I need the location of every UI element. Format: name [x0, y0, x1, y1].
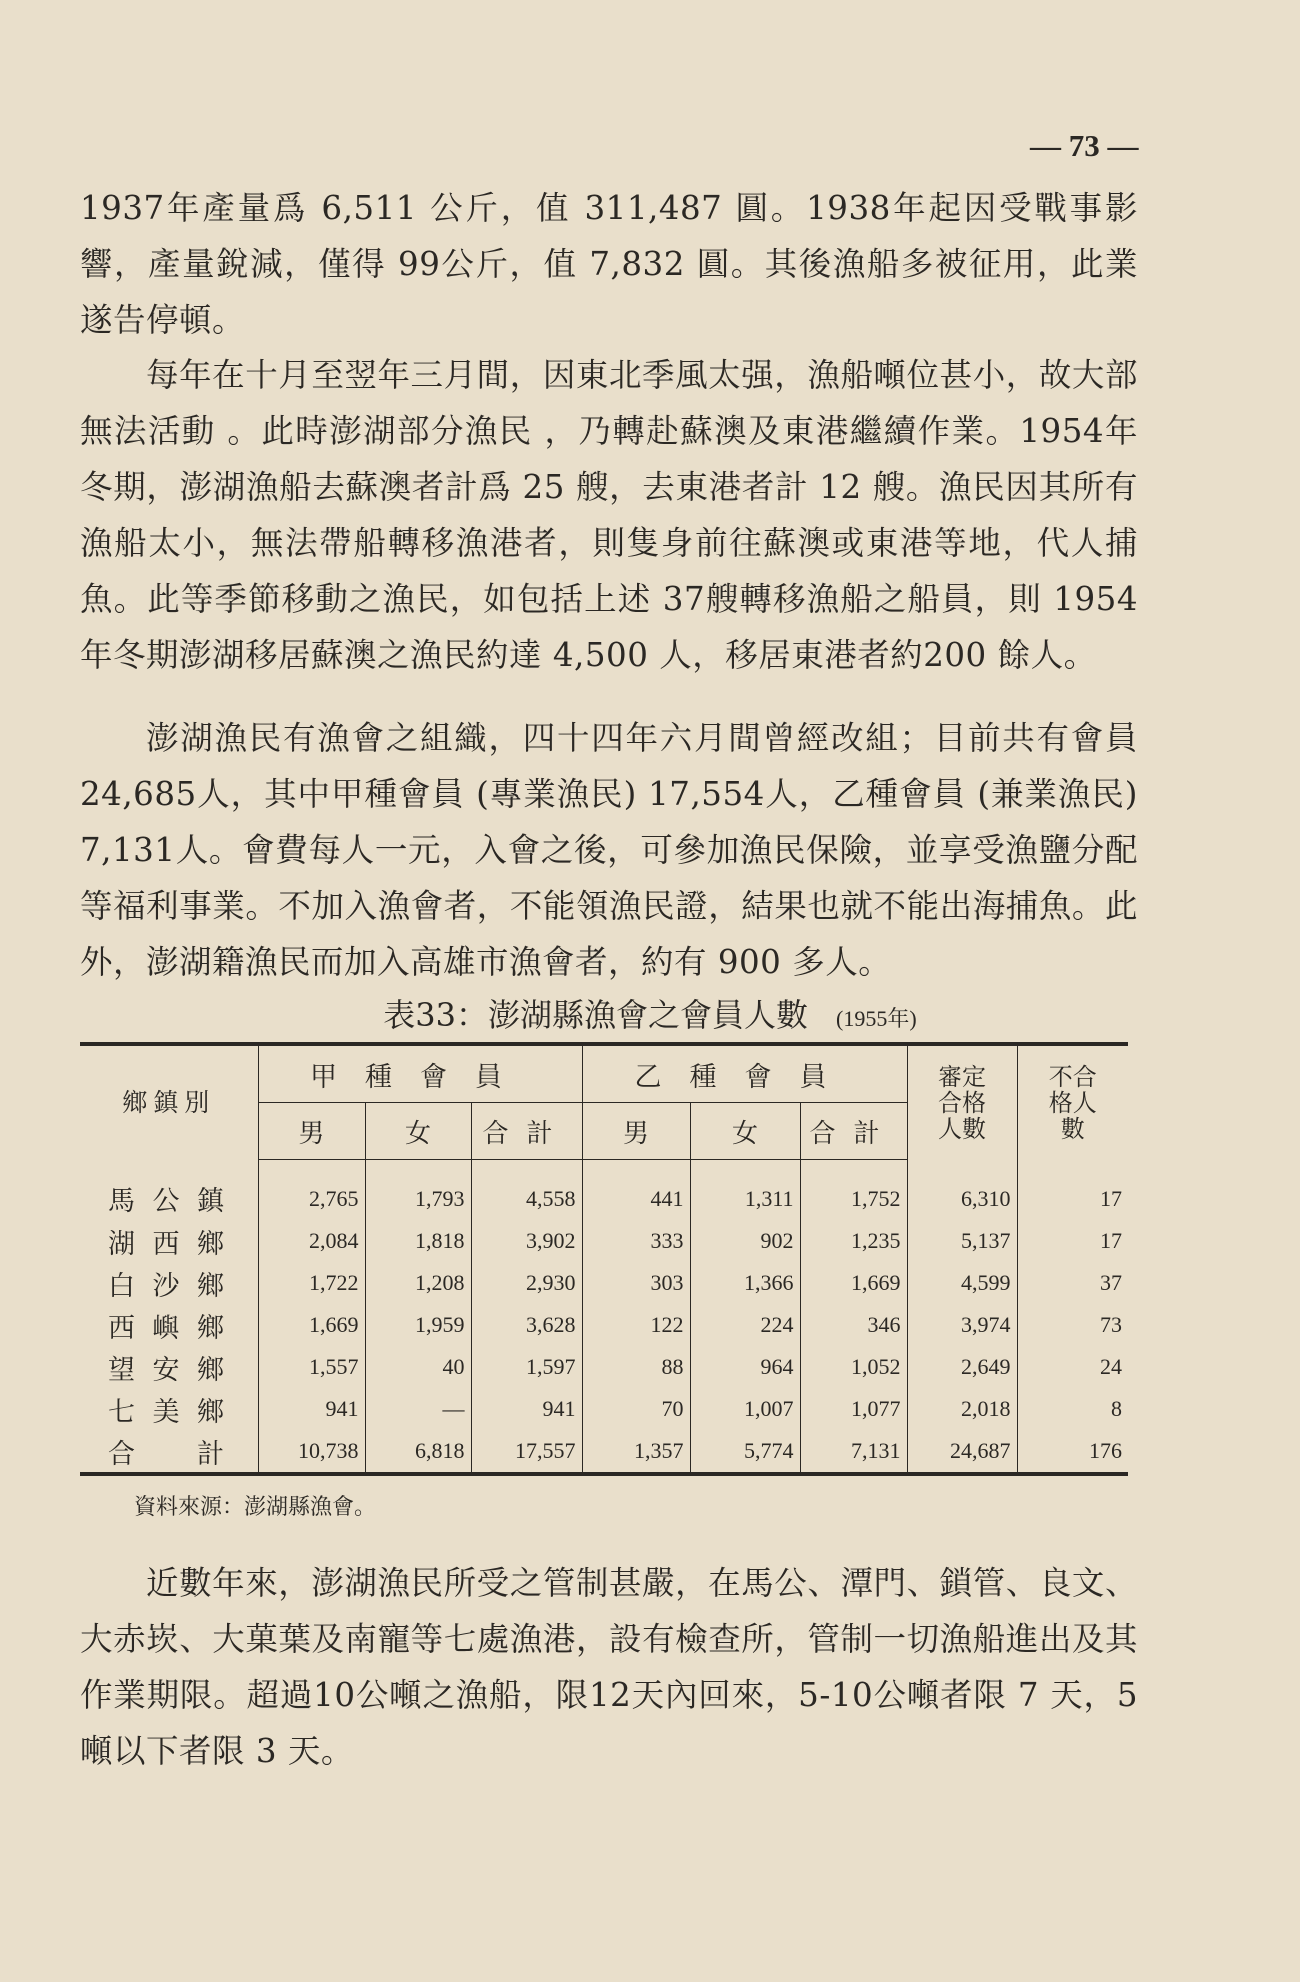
a-total-cell: 941	[471, 1388, 582, 1430]
town-cell	[80, 1430, 258, 1474]
b-male-cell: 70	[582, 1388, 690, 1430]
a-total-cell: 3,628	[471, 1304, 582, 1346]
qualified-cell: 24,687	[907, 1430, 1017, 1474]
table-row	[80, 1388, 1128, 1430]
unqualified-cell: 73	[1017, 1304, 1128, 1346]
b-female-cell: 224	[690, 1304, 800, 1346]
town-cell	[80, 1262, 258, 1304]
b-male-cell: 441	[582, 1160, 690, 1221]
header-unqualified-text: 不合格人數	[1048, 1062, 1097, 1143]
a-female-cell: 6,818	[365, 1430, 471, 1474]
a-female-cell: 1,959	[365, 1304, 471, 1346]
b-female-cell: 1,366	[690, 1262, 800, 1304]
town-cell	[80, 1346, 258, 1388]
paragraph-production: 1937年產量爲 6,511 公斤，值 311,487 圓。1938年起因受戰事影響，產量銳減，僅得 99公斤，值 7,832 圓。其後漁船多被征用，此業遂告停頓。	[80, 189, 1138, 339]
paragraph-seasonal-migration: 每年在十月至翌年三月間，因東北季風太强，漁船噸位甚小，故大部無法活動 。此時澎湖部分漁民 ，乃轉赴蘇澳及東港繼續作業。1954年冬期，澎湖漁船去蘇澳者計爲 25 艘，去東港者計 12 艘。漁民因其所有漁船太小，無法帶船轉移漁港者，則隻身前往蘇澳或東港等地，代人捕魚。此等季節移動之漁民，如包括上述 37艘轉移漁船之船員，則 1954年冬期澎湖移居蘇澳之漁民約達 4,500 人，移居東港者約200 餘人。	[80, 356, 1138, 674]
table-row-total	[80, 1430, 1128, 1474]
b-total-cell: 7,131	[800, 1430, 907, 1474]
table-row	[80, 1346, 1128, 1388]
b-male-cell: 303	[582, 1262, 690, 1304]
qualified-cell: 3,974	[907, 1304, 1017, 1346]
b-total-cell: 346	[800, 1304, 907, 1346]
town-name: 七美鄉	[108, 1396, 226, 1428]
town-name: 馬公鎮	[108, 1186, 226, 1218]
header-town: 鄉鎮別	[80, 1044, 258, 1160]
page-number: — 73 —	[1030, 128, 1139, 163]
b-female-cell: 902	[690, 1220, 800, 1262]
b-total-cell: 1,235	[800, 1220, 907, 1262]
a-female-cell: 40	[365, 1346, 471, 1388]
a-total-cell: 2,930	[471, 1262, 582, 1304]
table-title-text: 表33：澎湖縣漁會之會員人數	[383, 996, 809, 1034]
table-row	[80, 1220, 1128, 1262]
a-female-cell: 1,818	[365, 1220, 471, 1262]
header-unqualified	[1017, 1044, 1128, 1160]
town-cell	[80, 1160, 258, 1221]
membership-table	[80, 1042, 1128, 1476]
b-total-cell: 1,052	[800, 1346, 907, 1388]
a-male-cell: 1,557	[258, 1346, 365, 1388]
unqualified-cell: 176	[1017, 1430, 1128, 1474]
b-female-cell: 1,311	[690, 1160, 800, 1221]
header-qualified	[907, 1044, 1017, 1160]
a-male-cell: 2,084	[258, 1220, 365, 1262]
a-total-cell: 3,902	[471, 1220, 582, 1262]
unqualified-cell: 17	[1017, 1220, 1128, 1262]
a-total-cell: 17,557	[471, 1430, 582, 1474]
unqualified-cell: 17	[1017, 1160, 1128, 1221]
town-name: 白沙鄉	[108, 1270, 226, 1302]
qualified-cell: 4,599	[907, 1262, 1017, 1304]
header-a-subtotal: 合計	[471, 1103, 582, 1160]
a-male-cell: 941	[258, 1388, 365, 1430]
b-female-cell: 964	[690, 1346, 800, 1388]
a-male-cell: 2,765	[258, 1160, 365, 1221]
unqualified-cell: 24	[1017, 1346, 1128, 1388]
b-male-cell: 122	[582, 1304, 690, 1346]
header-a-male: 男	[258, 1103, 365, 1160]
header-group-a: 甲種會員	[258, 1044, 582, 1103]
unqualified-cell: 37	[1017, 1262, 1128, 1304]
town-name: 湖西鄉	[108, 1228, 226, 1260]
paragraph-fishermen-association: 澎湖漁民有漁會之組織，四十四年六月間曾經改組；目前共有會員 24,685人，其中甲種會員 (專業漁民) 17,554人，乙種會員 (兼業漁民) 7,131人。會費每人一元，入會之後，可參加漁民保險，並享受漁鹽分配等福利事業。不加入漁會者，不能領漁民證，結果也就不能出海捕魚。此外，澎湖籍漁民而加入高雄市漁會者，約有 900 多人。	[80, 719, 1138, 981]
header-qualified-text: 審定合格人數	[938, 1062, 986, 1143]
town-name: 合計	[108, 1438, 226, 1470]
town-cell	[80, 1304, 258, 1346]
a-male-cell: 1,722	[258, 1262, 365, 1304]
header-a-female: 女	[365, 1103, 471, 1160]
a-female-cell: 1,208	[365, 1262, 471, 1304]
b-total-cell: 1,752	[800, 1160, 907, 1221]
table-row	[80, 1304, 1128, 1346]
a-female-cell: —	[365, 1388, 471, 1430]
table-row	[80, 1160, 1128, 1221]
b-male-cell: 88	[582, 1346, 690, 1388]
b-female-cell: 1,007	[690, 1388, 800, 1430]
table-source: 資料來源：澎湖縣漁會。	[134, 1495, 377, 1520]
unqualified-cell: 8	[1017, 1388, 1128, 1430]
table-title	[0, 990, 1300, 1036]
paragraph-fishing-control: 近數年來，澎湖漁民所受之管制甚嚴，在馬公、潭門、鎖管、良文、大赤崁、大菓葉及南寵等七處漁港，設有檢查所，管制一切漁船進出及其作業期限。超過10公噸之漁船，限12天內回來，5-10公噸者限 7 天，5 噸以下者限 3 天。	[80, 1564, 1138, 1770]
a-male-cell: 10,738	[258, 1430, 365, 1474]
a-male-cell: 1,669	[258, 1304, 365, 1346]
b-total-cell: 1,077	[800, 1388, 907, 1430]
town-name: 望安鄉	[108, 1354, 226, 1386]
qualified-cell: 6,310	[907, 1160, 1017, 1221]
a-female-cell: 1,793	[365, 1160, 471, 1221]
town-cell	[80, 1220, 258, 1262]
header-b-subtotal: 合計	[800, 1103, 907, 1160]
b-male-cell: 333	[582, 1220, 690, 1262]
qualified-cell: 5,137	[907, 1220, 1017, 1262]
b-female-cell: 5,774	[690, 1430, 800, 1474]
b-male-cell: 1,357	[582, 1430, 690, 1474]
a-total-cell: 4,558	[471, 1160, 582, 1221]
b-total-cell: 1,669	[800, 1262, 907, 1304]
town-name: 西嶼鄉	[108, 1312, 226, 1344]
qualified-cell: 2,018	[907, 1388, 1017, 1430]
qualified-cell: 2,649	[907, 1346, 1017, 1388]
header-b-male: 男	[582, 1103, 690, 1160]
town-cell	[80, 1388, 258, 1430]
table-row	[80, 1262, 1128, 1304]
header-group-b: 乙種會員	[582, 1044, 907, 1103]
header-b-female: 女	[690, 1103, 800, 1160]
a-total-cell: 1,597	[471, 1346, 582, 1388]
table-year: (1955年)	[836, 1006, 917, 1031]
